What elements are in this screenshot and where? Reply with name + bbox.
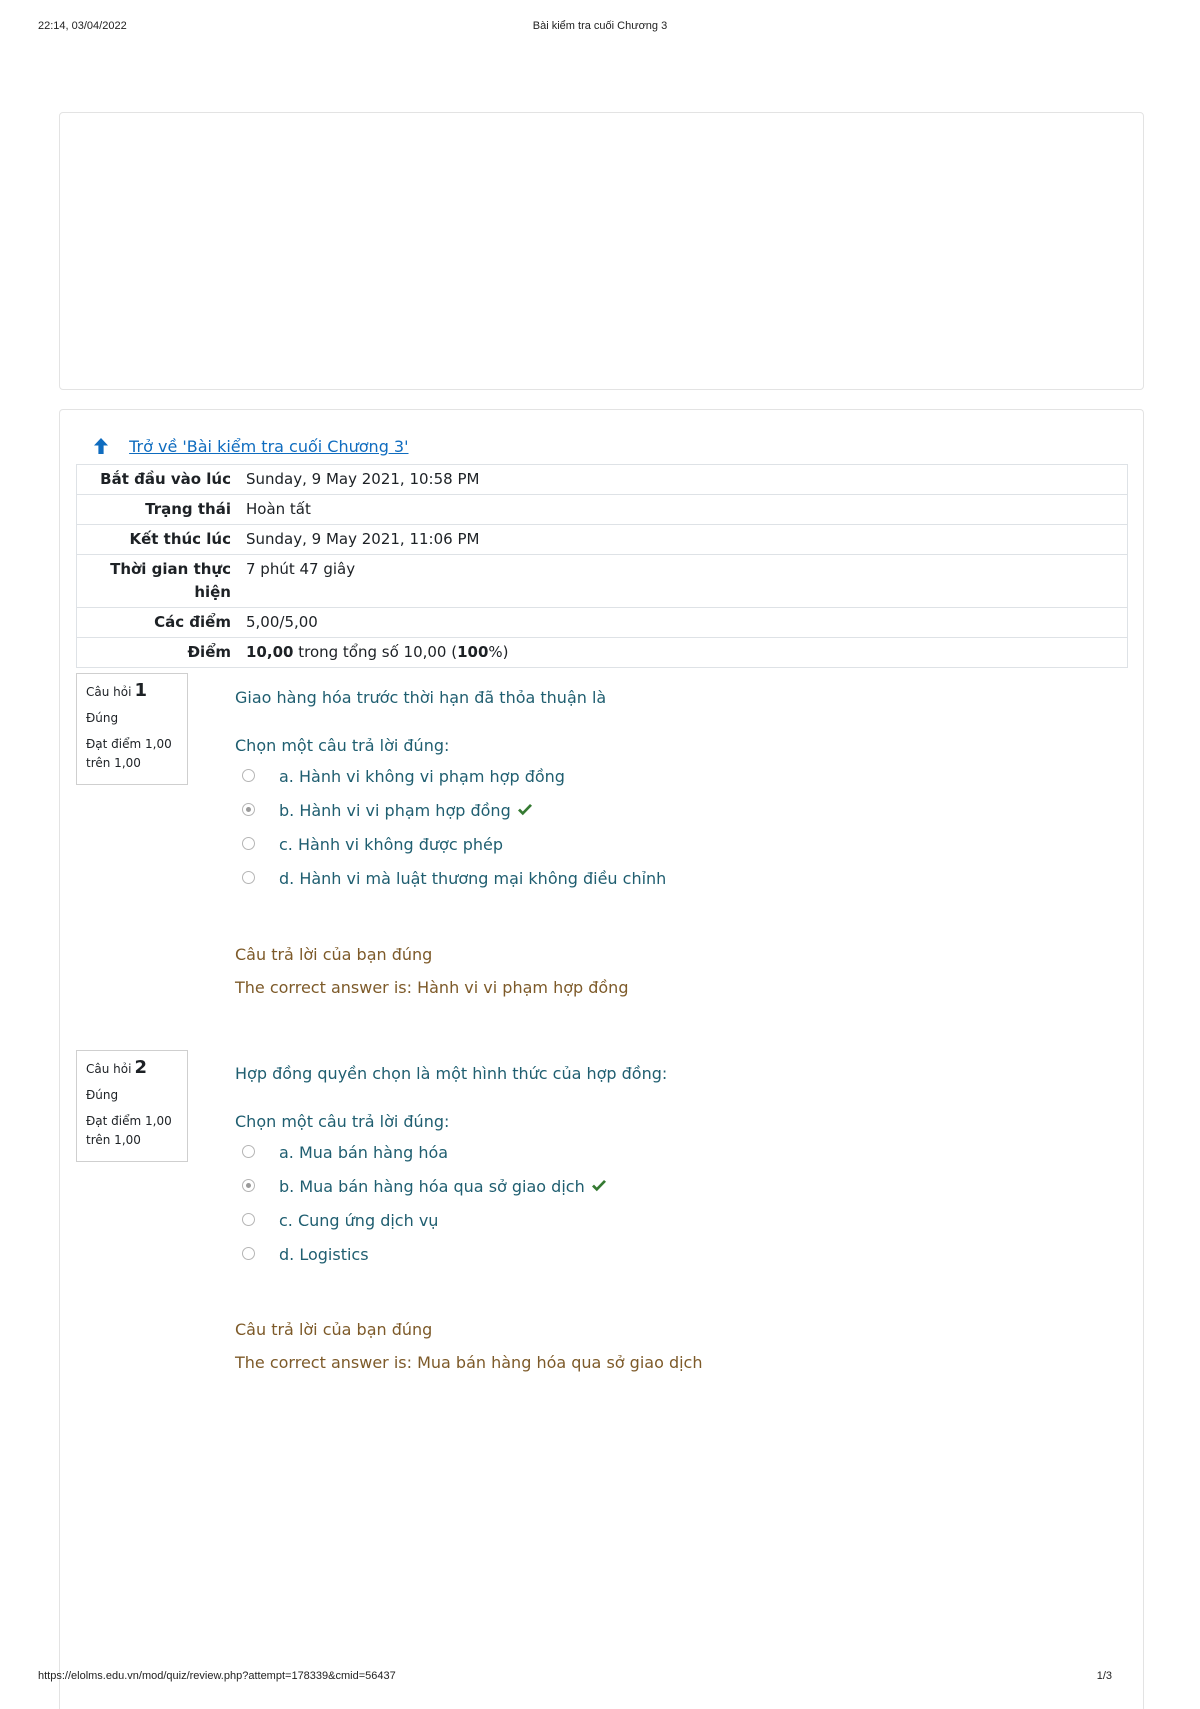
back-navigation[interactable] <box>92 436 409 458</box>
option-label: a. Hành vi không vi phạm hợp đồng <box>279 767 565 786</box>
summary-value: 7 phút 47 giây <box>239 555 1128 608</box>
summary-key: Trạng thái <box>77 495 240 525</box>
option-label: b. Hành vi vi phạm hợp đồng <box>279 801 511 820</box>
summary-row-completed <box>77 525 1128 555</box>
summary-key: Bắt đầu vào lúc <box>77 465 240 495</box>
arrow-up-icon <box>92 437 110 455</box>
question-text: Hợp đồng quyền chọn là một hình thức của hợp đồng: <box>235 1064 668 1083</box>
question-label: Câu hỏi <box>86 685 132 699</box>
summary-value: Sunday, 9 May 2021, 11:06 PM <box>239 525 1128 555</box>
summary-row-time-taken <box>77 555 1128 608</box>
question-state: Đúng <box>86 711 119 725</box>
radio-button[interactable] <box>242 1247 255 1260</box>
question-state: Đúng <box>86 1088 119 1102</box>
option-label: d. Logistics <box>279 1245 369 1264</box>
summary-key: Thời gian thực hiện <box>77 555 240 608</box>
summary-row-marks <box>77 608 1128 638</box>
question-grade: Đạt điểm 1,00 trên 1,00 <box>86 1114 172 1147</box>
correct-answer-text: The correct answer is: Mua bán hàng hóa qua sở giao dịch <box>235 1353 703 1372</box>
summary-row-grade <box>77 638 1128 668</box>
print-datetime: 22:14, 03/04/2022 <box>38 20 127 32</box>
summary-value: Hoàn tất <box>239 495 1128 525</box>
radio-button[interactable] <box>242 769 255 782</box>
question-label: Câu hỏi <box>86 1062 132 1076</box>
option-label: c. Cung ứng dịch vụ <box>279 1211 439 1230</box>
answer-prompt: Chọn một câu trả lời đúng: <box>235 1112 450 1131</box>
option-label: c. Hành vi không được phép <box>279 835 504 854</box>
question-grade: Đạt điểm 1,00 trên 1,00 <box>86 737 172 770</box>
question-text: Giao hàng hóa trước thời hạn đã thỏa thuận là <box>235 688 607 707</box>
print-page-number: 1/3 <box>1096 1670 1112 1682</box>
radio-button[interactable] <box>242 871 255 884</box>
summary-key: Điểm <box>77 638 240 668</box>
summary-value: 5,00/5,00 <box>239 608 1128 638</box>
radio-button[interactable] <box>242 837 255 850</box>
checkmark-icon <box>517 803 533 817</box>
radio-button[interactable] <box>242 1213 255 1226</box>
print-header <box>0 20 1200 36</box>
question-number-value: 2 <box>134 1057 147 1078</box>
option-label: d. Hành vi mà luật thương mại không điều chỉnh <box>279 869 667 888</box>
radio-button[interactable] <box>242 1145 255 1158</box>
radio-button[interactable] <box>242 803 255 816</box>
radio-button[interactable] <box>242 1179 255 1192</box>
grade-value: 10,00 <box>246 643 294 661</box>
print-footer <box>0 1670 1200 1686</box>
question-number <box>86 682 178 701</box>
correct-answer-text: The correct answer is: Hành vi vi phạm hợp đồng <box>235 978 629 997</box>
summary-value <box>239 638 1128 668</box>
summary-row-state <box>77 495 1128 525</box>
feedback-text: Câu trả lời của bạn đúng <box>235 1320 433 1339</box>
answer-prompt: Chọn một câu trả lời đúng: <box>235 736 450 755</box>
feedback-text: Câu trả lời của bạn đúng <box>235 945 433 964</box>
grade-percent: 100 <box>457 643 489 661</box>
summary-key: Các điểm <box>77 608 240 638</box>
grade-end: %) <box>488 643 509 661</box>
attempt-summary-table <box>76 464 1128 668</box>
summary-row-started <box>77 465 1128 495</box>
grade-mid: trong tổng số 10,00 ( <box>293 643 458 661</box>
summary-value: Sunday, 9 May 2021, 10:58 PM <box>239 465 1128 495</box>
back-to-quiz-link[interactable]: Trở về 'Bài kiểm tra cuối Chương 3' <box>129 437 409 456</box>
print-url: https://elolms.edu.vn/mod/quiz/review.php?attempt=178339&cmid=56437 <box>38 1670 396 1682</box>
blank-card <box>59 112 1144 390</box>
checkmark-icon <box>591 1179 607 1193</box>
option-label: b. Mua bán hàng hóa qua sở giao dịch <box>279 1177 585 1196</box>
question-number-value: 1 <box>134 680 147 701</box>
summary-key: Kết thúc lúc <box>77 525 240 555</box>
question-info-1 <box>76 673 188 785</box>
print-title: Bài kiểm tra cuối Chương 3 <box>532 20 668 32</box>
question-number <box>86 1059 178 1078</box>
option-label: a. Mua bán hàng hóa <box>279 1143 449 1162</box>
question-info-2 <box>76 1050 188 1162</box>
